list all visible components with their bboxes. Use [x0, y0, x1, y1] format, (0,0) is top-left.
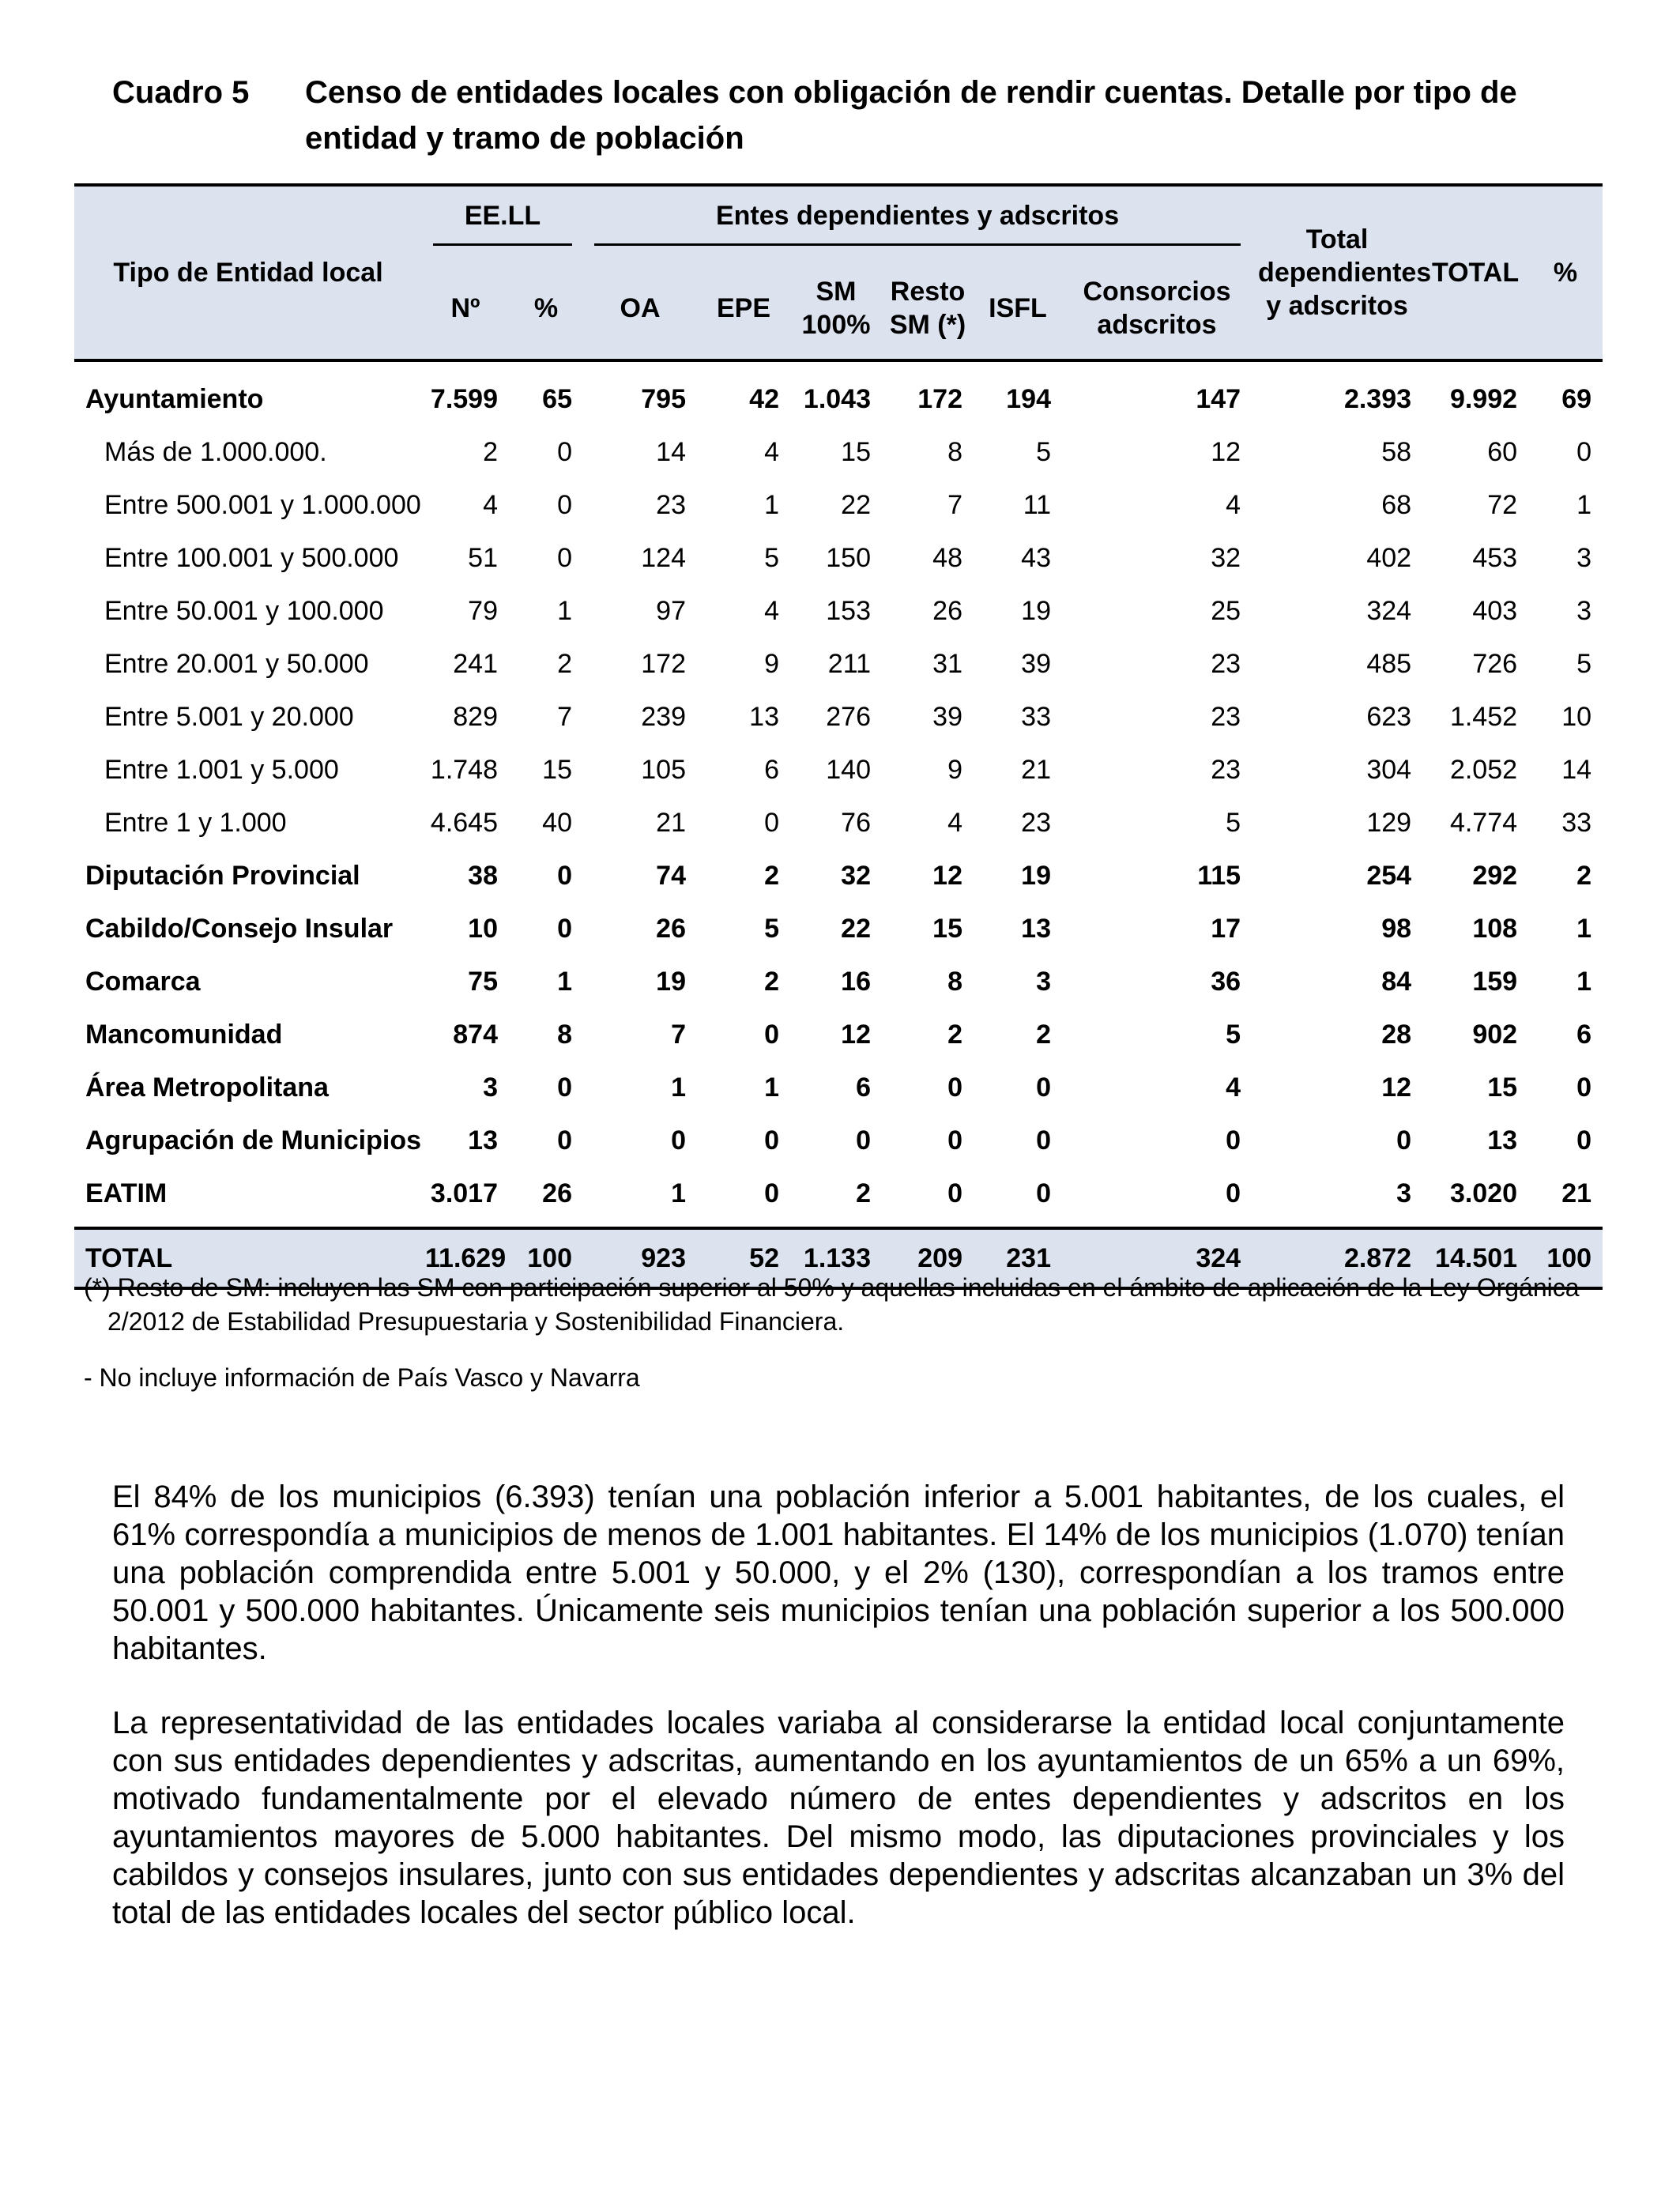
table-cell: 2 [483, 437, 498, 467]
table-cell: 1 [671, 1178, 686, 1208]
table-cell: 0 [856, 1125, 871, 1155]
table-cell: 254 [1366, 861, 1412, 891]
footnote-line: 2/2012 de Estabilidad Presupuestaria y Sostenibilidad Financiera. [107, 1307, 845, 1336]
table-cell: 19 [656, 967, 686, 997]
table-cell: 0 [764, 1178, 779, 1208]
table-cell: 33 [1561, 808, 1592, 838]
table-cell: 23 [1211, 755, 1241, 785]
table-cell: 108 [1472, 914, 1518, 944]
table-row [74, 1167, 1603, 1228]
footnote-excluded-regions: - No incluye información de País Vasco y Navarra [84, 1363, 640, 1392]
table-cell: 4 [764, 437, 779, 467]
table-cell: 11.629 [422, 1228, 509, 1288]
header-isfl: ISFL [974, 258, 1062, 360]
table-cell: 2.872 [1252, 1228, 1422, 1288]
table-cell: 623 [1366, 702, 1412, 732]
table-cell: 105 [641, 755, 686, 785]
table-cell: 276 [826, 702, 871, 732]
table-cell: 10 [1561, 702, 1592, 732]
table-cell: 0 [764, 808, 779, 838]
table-cell: 2 [1036, 1020, 1051, 1050]
table-cell: 8 [557, 1020, 572, 1050]
table-cell: 140 [826, 755, 871, 785]
table-cell: 26 [656, 914, 686, 944]
table-cell: 1.133 [790, 1228, 882, 1288]
table-cell: 5 [1576, 649, 1592, 679]
table-cell: 124 [641, 543, 686, 573]
table-cell: 0 [1036, 1072, 1051, 1103]
table-cell: 1 [557, 967, 572, 997]
table-cell: 15 [932, 914, 962, 944]
table-cell: 2 [764, 967, 779, 997]
table-cell: 79 [468, 596, 498, 626]
table-cell: 153 [826, 596, 871, 626]
table-cell: 74 [656, 861, 686, 891]
header-eell-n: Nº [422, 258, 509, 360]
table-cell: 3.020 [1449, 1178, 1518, 1208]
table-cell: 115 [1197, 861, 1241, 891]
table-row [74, 1008, 1603, 1061]
table-cell: 147 [1196, 384, 1241, 414]
table-cell: 26 [932, 596, 962, 626]
table-row [74, 903, 1603, 956]
table-cell: 0 [557, 437, 572, 467]
table-cell: 874 [453, 1020, 498, 1050]
table-cell: 23 [656, 490, 686, 520]
table-cell: 902 [1472, 1020, 1518, 1050]
table-cell: 6 [764, 755, 779, 785]
table-cell: 0 [557, 1125, 572, 1155]
table-cell: 8 [947, 437, 962, 467]
table-cell: 1 [1576, 490, 1592, 520]
table-cell: 19 [1021, 861, 1051, 891]
table-cell: 15 [1487, 1072, 1518, 1103]
table-cell: 76 [841, 808, 871, 838]
table-cell: 485 [1366, 649, 1412, 679]
table-cell: 26 [542, 1178, 572, 1208]
table-cell: 51 [468, 543, 498, 573]
table-cell: 12 [1381, 1072, 1412, 1103]
row-label: Mancomunidad [85, 1020, 283, 1050]
table-cell: 231 [974, 1228, 1062, 1288]
table-cell: 1 [557, 596, 572, 626]
table-cell: 1.748 [430, 755, 498, 785]
table-cell: 0 [1226, 1125, 1241, 1155]
table-cell: 19 [1021, 596, 1051, 626]
body-paragraph: El 84% de los municipios (6.393) tenían una población inferior a 5.001 habitantes, de los cuales, el 61% correspondía a municipios de menos de 1.001 habitantes. El 14% de los municipios (1.070) tenían una población comprendida entre 5.001 y 50.000, y el 2% (130), correspondían a los tramos entre 50.001 y 500.000 habitantes. Únicamente seis municipios tenían una población superior a los 500.000 habitantes. [112, 1480, 1565, 1666]
header-total-dependientes: Total dependientes y adscritos [1252, 185, 1422, 360]
table-row [74, 360, 1603, 426]
table-cell: 6 [1576, 1020, 1592, 1050]
table-cell: 403 [1472, 596, 1518, 626]
table-row [74, 532, 1603, 585]
table-cell: 829 [453, 702, 498, 732]
table-row [74, 426, 1603, 479]
table-cell: 5 [1226, 808, 1241, 838]
table-cell: 23 [1211, 702, 1241, 732]
table-cell: 13 [1021, 914, 1051, 944]
table-cell: 15 [542, 755, 572, 785]
row-label: Comarca [85, 967, 201, 997]
table-cell: 25 [1211, 596, 1241, 626]
table-cell: 2 [947, 1020, 962, 1050]
table-row [74, 691, 1603, 744]
table-cell: 0 [557, 861, 572, 891]
header-entes-group: Entes dependientes y adscritos [583, 185, 1252, 258]
table-row [74, 479, 1603, 532]
table-cell: 453 [1472, 543, 1518, 573]
table-cell: 0 [764, 1125, 779, 1155]
table-cell: 0 [1036, 1178, 1051, 1208]
row-label: Entre 20.001 y 50.000 [104, 649, 369, 679]
table-cell: 795 [641, 384, 686, 414]
table-cell: 7 [671, 1020, 686, 1050]
table-cell: 13 [749, 702, 779, 732]
row-label: Entre 50.001 y 100.000 [104, 596, 384, 626]
table-cell: 1 [1576, 914, 1592, 944]
table-cell: 1 [671, 1072, 686, 1103]
body-paragraph: La representatividad de las entidades locales variaba al considerarse la entidad local conjuntamente con sus entidades dependientes y adscritas, aumentando en los ayuntamientos de un 65% a un 69%, motivado fundamentalmente por el elevado número de entes dependientes y adscritos en los ayuntamientos mayores de 5.000 habitantes. Del mismo modo, las diputaciones provinciales y los cabildos y consejos insulares, junto con sus entidades dependientes y adscritas alcanzaban un 3% del total de las entidades locales del sector público local. [112, 1706, 1565, 1930]
row-label: Ayuntamiento [85, 384, 264, 414]
table-cell: 5 [1226, 1020, 1241, 1050]
table-cell: 150 [826, 543, 871, 573]
table-cell: 726 [1472, 649, 1518, 679]
table-cell: 1 [764, 490, 779, 520]
table-cell: 3 [483, 1072, 498, 1103]
table-cell: 2.052 [1449, 755, 1518, 785]
row-label: Entre 1.001 y 5.000 [104, 755, 339, 785]
table-cell: 159 [1472, 967, 1518, 997]
table-cell: 4 [483, 490, 498, 520]
table-cell: 0 [1576, 437, 1592, 467]
table-cell: 324 [1062, 1228, 1252, 1288]
table-cell: 6 [856, 1072, 871, 1103]
header-eell-group: EE.LL [422, 185, 583, 258]
table-cell: 21 [1021, 755, 1051, 785]
table-cell: 402 [1366, 543, 1412, 573]
table-cell: 2 [764, 861, 779, 891]
table-cell: 58 [1381, 437, 1412, 467]
table-cell: 60 [1487, 437, 1518, 467]
table-cell: 52 [697, 1228, 790, 1288]
row-label: Entre 100.001 y 500.000 [104, 543, 399, 573]
table-cell: 0 [671, 1125, 686, 1155]
table-cell: 32 [841, 861, 871, 891]
table-cell: 42 [749, 384, 779, 414]
table-row [74, 1114, 1603, 1167]
table-cell: 65 [542, 384, 572, 414]
table-row [74, 1061, 1603, 1114]
table-cell: 32 [1211, 543, 1241, 573]
table-cell: 40 [542, 808, 572, 838]
table-cell: 0 [947, 1125, 962, 1155]
table-cell: 38 [468, 861, 498, 891]
row-label: Entre 5.001 y 20.000 [104, 702, 354, 732]
table-cell: 100 [1528, 1228, 1603, 1288]
table-cell: 4.774 [1449, 808, 1518, 838]
row-label: Entre 500.001 y 1.000.000 [104, 490, 421, 520]
row-label: Diputación Provincial [85, 861, 360, 891]
table-cell: 1 [764, 1072, 779, 1103]
table-cell: 0 [1576, 1125, 1592, 1155]
footnote-resto-sm [84, 1271, 1593, 1339]
census-table [74, 183, 1603, 1290]
row-label: Área Metropolitana [85, 1072, 329, 1103]
header-epe: EPE [697, 258, 790, 360]
table-cell: 22 [841, 914, 871, 944]
table-cell: 69 [1561, 384, 1592, 414]
table-cell: 17 [1211, 914, 1241, 944]
table-body [74, 360, 1603, 1228]
row-label: EATIM [85, 1178, 168, 1208]
table-cell: 22 [841, 490, 871, 520]
table-cell: 0 [1576, 1072, 1592, 1103]
header-pct: % [1528, 185, 1603, 360]
footnote-line: (*) Resto de SM: incluyen las SM con participación superior al 50% y aquellas incluidas en el ámbito de aplicación de la Ley Orgánica [84, 1273, 1580, 1302]
table-cell: 1.452 [1449, 702, 1518, 732]
table-cell: 0 [764, 1020, 779, 1050]
table-cell: 98 [1381, 914, 1412, 944]
table-cell: 9 [764, 649, 779, 679]
header-tipo: Tipo de Entidad local [74, 185, 422, 360]
table-cell: 304 [1366, 755, 1412, 785]
table-cell: 28 [1381, 1020, 1412, 1050]
header-sm100: SM 100% [790, 258, 882, 360]
caption-text: Censo de entidades locales con obligación de rendir cuentas. Detalle por tipo de entidad y tramo de población [305, 75, 1517, 156]
table-cell: 39 [1021, 649, 1051, 679]
table-cell: 0 [947, 1072, 962, 1103]
header-total: TOTAL [1422, 185, 1528, 360]
table-cell: 239 [641, 702, 686, 732]
table-cell: 100 [509, 1228, 583, 1288]
table-cell: 12 [841, 1020, 871, 1050]
table-cell: 2 [856, 1178, 871, 1208]
table-cell: 5 [764, 543, 779, 573]
table-cell: 923 [583, 1228, 697, 1288]
table-cell: 21 [656, 808, 686, 838]
table-cell: 68 [1381, 490, 1412, 520]
table-cell: 0 [557, 543, 572, 573]
table-cell: 3 [1396, 1178, 1412, 1208]
table-cell: 172 [917, 384, 962, 414]
table-cell: 172 [641, 649, 686, 679]
table-cell: 3.017 [430, 1178, 498, 1208]
table-cell: 211 [827, 649, 871, 679]
table-cell: 4 [764, 596, 779, 626]
table-row [74, 797, 1603, 850]
table-cell: 72 [1487, 490, 1518, 520]
table-caption [112, 70, 1598, 161]
table-cell: 39 [932, 702, 962, 732]
table-cell: 48 [932, 543, 962, 573]
table-cell: 3 [1576, 543, 1592, 573]
table-cell: 324 [1366, 596, 1412, 626]
table-row [74, 850, 1603, 903]
table-cell: 12 [932, 861, 962, 891]
table-cell: 0 [557, 490, 572, 520]
table-cell: 75 [468, 967, 498, 997]
table-cell: 3 [1576, 596, 1592, 626]
table-cell: 21 [1561, 1178, 1592, 1208]
table-cell: 13 [1487, 1125, 1518, 1155]
table-cell: 10 [468, 914, 498, 944]
table-row [74, 956, 1603, 1008]
table-cell: 0 [1036, 1125, 1051, 1155]
table-row [74, 638, 1603, 691]
table-cell: 0 [557, 914, 572, 944]
table-cell: 33 [1021, 702, 1051, 732]
table-cell: 84 [1381, 967, 1412, 997]
table-cell: 13 [468, 1125, 498, 1155]
table-cell: 0 [947, 1178, 962, 1208]
table-cell: 2 [557, 649, 572, 679]
caption-number: Cuadro 5 [112, 75, 250, 110]
header-consorcios: Consorcios adscritos [1062, 258, 1252, 360]
table-cell: 5 [764, 914, 779, 944]
table-cell: 1 [1576, 967, 1592, 997]
table-cell: 2 [1576, 861, 1592, 891]
table-cell: 2.393 [1343, 384, 1412, 414]
table-cell: 4 [947, 808, 962, 838]
table-row [74, 744, 1603, 797]
header-oa: OA [583, 258, 697, 360]
table-cell: 7.599 [430, 384, 498, 414]
table-cell: 4.645 [430, 808, 498, 838]
row-label: Cabildo/Consejo Insular [85, 914, 394, 944]
table-cell: 14 [656, 437, 686, 467]
table-cell: 16 [841, 967, 871, 997]
total-label: TOTAL [74, 1228, 422, 1288]
table-cell: 194 [1006, 384, 1051, 414]
table-cell: 1.043 [803, 384, 871, 414]
table-cell: 292 [1472, 861, 1518, 891]
table-cell: 4 [1226, 490, 1241, 520]
table-cell: 0 [1396, 1125, 1412, 1155]
table-row [74, 585, 1603, 638]
table-cell: 9.992 [1449, 384, 1518, 414]
table-cell: 23 [1211, 649, 1241, 679]
table-cell: 209 [882, 1228, 974, 1288]
row-label: Agrupación de Municipios [85, 1125, 422, 1155]
table-cell: 9 [947, 755, 962, 785]
table-cell: 4 [1226, 1072, 1241, 1103]
table-cell: 23 [1021, 808, 1051, 838]
table-cell: 0 [557, 1072, 572, 1103]
table-cell: 15 [841, 437, 871, 467]
header-eell-pct: % [509, 258, 583, 360]
table-cell: 8 [947, 967, 962, 997]
table-cell: 7 [947, 490, 962, 520]
table-cell: 0 [1226, 1178, 1241, 1208]
row-label: Más de 1.000.000. [104, 437, 327, 467]
table-cell: 129 [1366, 808, 1412, 838]
table-cell: 5 [1036, 437, 1051, 467]
table-cell: 11 [1023, 490, 1051, 520]
table-cell: 14.501 [1422, 1228, 1528, 1288]
table-cell: 14 [1561, 755, 1592, 785]
table-cell: 7 [557, 702, 572, 732]
header-resto-sm: Resto SM (*) [882, 258, 974, 360]
table-cell: 31 [932, 649, 962, 679]
table-cell: 241 [453, 649, 498, 679]
table-cell: 43 [1021, 543, 1051, 573]
table-cell: 3 [1036, 967, 1051, 997]
table-cell: 36 [1211, 967, 1241, 997]
row-label: Entre 1 y 1.000 [104, 808, 287, 838]
table-cell: 97 [656, 596, 686, 626]
table-cell: 12 [1211, 437, 1241, 467]
